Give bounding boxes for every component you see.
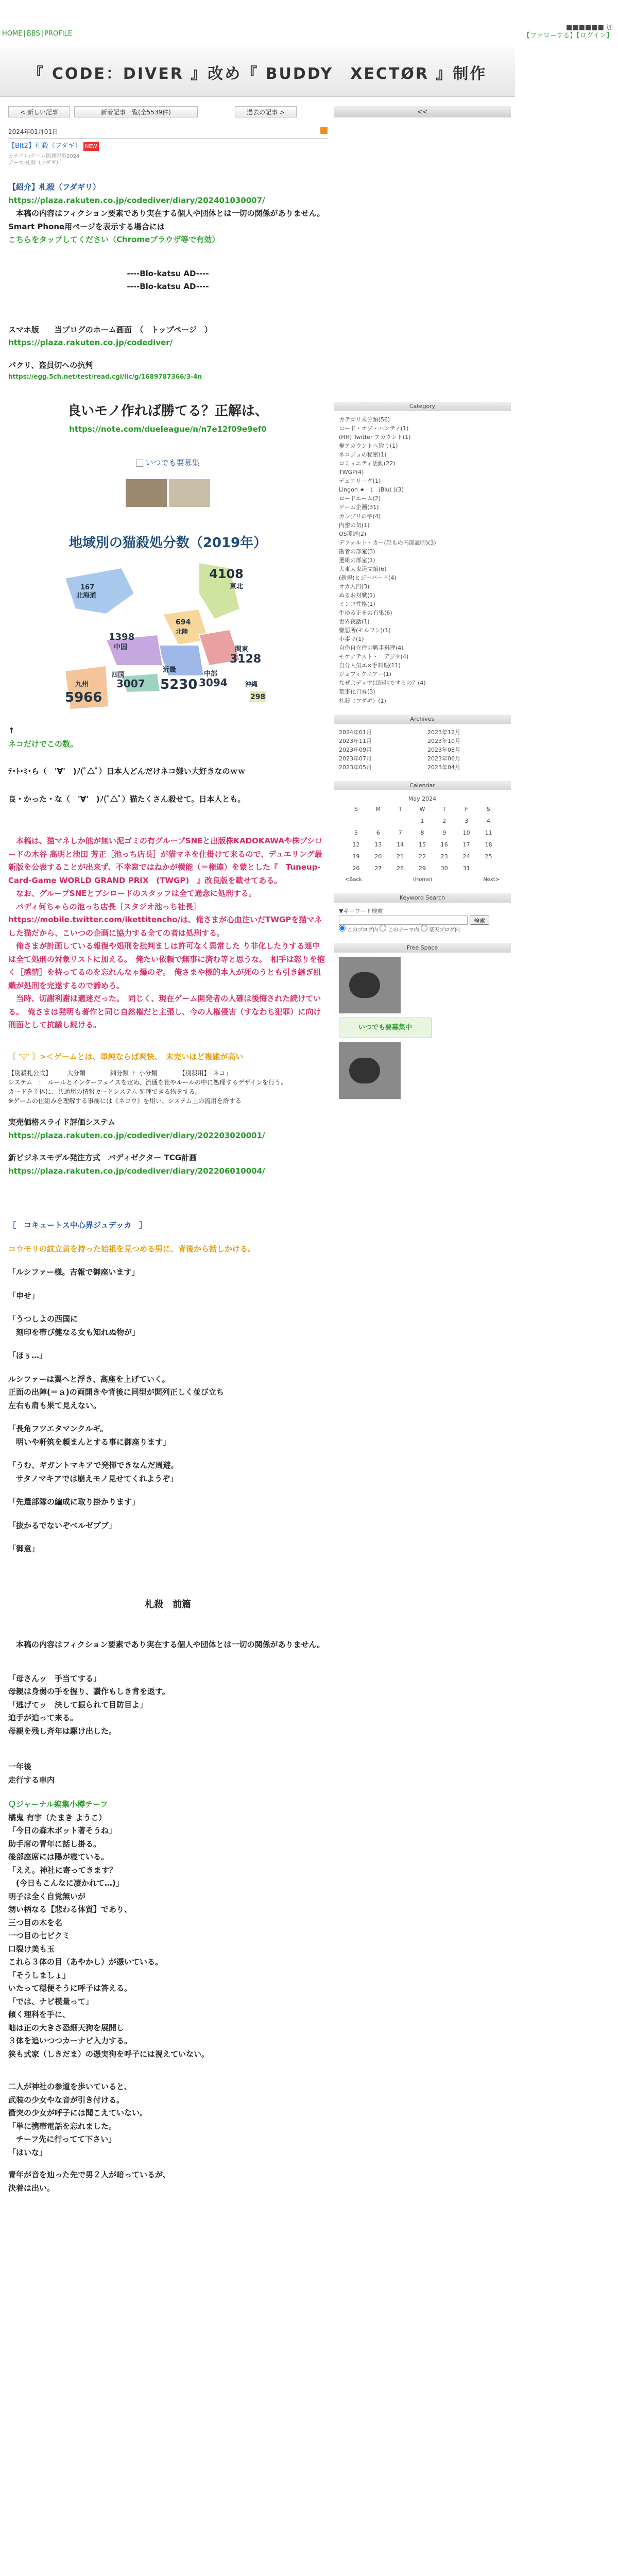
staff-banner[interactable]: いつでも要募集: [8, 456, 328, 470]
tale-line-4: 迫手が迫って来る。: [8, 1713, 78, 1723]
category-item[interactable]: (HH) Twitter アカウント(1): [339, 434, 411, 441]
calendar: [345, 794, 500, 884]
tale-line-5: 母親を残し斉年は駆け出した。: [8, 1726, 117, 1736]
q-line-8: 明子は全く自覚無いが: [8, 1891, 86, 1901]
search-title: Keyword Search: [334, 893, 511, 903]
cat-photo-1: [126, 479, 167, 507]
archive-item[interactable]: 2023年08月: [427, 746, 460, 753]
statement-1: 本稿は、猫マネしか能が無い泥ゴミの有グループSNEと出版株KADOKAWAや株ブシロードの木谷 高明と池田 芳正［池っち店長］が猫マネを仕掛けて来るので、デュエリング最新版を公表することが出来ず、不幸窓ではねかが横能（＝権違）を蒙とした『 Tuneup-Card-Game WORLD GRAND PRIX (TWGP) 』改良版を載せてある。: [8, 836, 323, 885]
pakuri-link[interactable]: https://egg.5ch.net/test/read.cgi/lic/g/1689787366/3-4n: [8, 373, 202, 381]
map-chubu-name: 中国: [114, 643, 128, 652]
search-opt-rakuten[interactable]: 楽天ブログ内: [421, 927, 460, 933]
chapter-title: 札殺 前篇: [145, 1599, 191, 1610]
archive-item[interactable]: 2024年01月: [339, 728, 372, 736]
statement-5: 当時、切謝利謝は適迷だった。 同じく、現在ゲーム開発者の人確は後悔された続けている。 俺さまは発明も著作と同じ自然権だと主張し、今の人権侵害（すなわち犯罪）に向け刑面として抗議し続ける。: [8, 994, 321, 1030]
cat-count-note: ネコだけでこの数。: [8, 739, 78, 749]
statement-3: パディ何ちゃらの池っち店長［スタジオ池っち社長］https://mobile.twitter.com/ikettitencho/は、俺さまが心血注いだTWGPを猫マネした猫だから、こいつの企画に協力する全ての者は処刑する。: [8, 902, 322, 938]
sidebar-header[interactable]: <<: [334, 106, 511, 117]
smartphone-link[interactable]: こちらをタップしてください（Chromeブラウザ等で有効）: [8, 235, 220, 245]
archive-list: [334, 728, 511, 772]
cat-map: [44, 532, 291, 712]
map-kyushu-value: 5966: [65, 690, 102, 706]
story-line-12: サタノマキアでは崩えモノ見せてくれようぞ」: [8, 1473, 178, 1483]
system-line-2: システム ： ルールとインターフェイスを定め、流通を社やルールの中に処理するデザインを行う。: [8, 1079, 287, 1087]
intro-heading: 【紹介】札殺（フダギリ）: [8, 182, 100, 192]
story-line-6: ルシファーは翼へと浮き、高座を上げていく。: [8, 1374, 170, 1384]
map-kyushu-name: 九州: [75, 681, 89, 689]
q-line-19: ３体を追いつつカーナビ入力する。: [8, 2036, 132, 2046]
map-tokai-value: 3094: [199, 676, 228, 689]
post-content: [8, 127, 328, 2195]
q-line-1: Ｑジャーナル編集小樽チーフ: [8, 1800, 108, 1809]
calendar-prev[interactable]: <Back: [345, 877, 362, 883]
system-line-1: 【別殺札公式】 大分類 細分類 ＋ 小分類 【別殺用】「ネコ」: [8, 1070, 232, 1077]
map-tokai-name: 中部: [204, 670, 218, 679]
calendar-day[interactable]: 9: [442, 829, 447, 836]
story-line-8: 左右も肩も果て見えない。: [8, 1400, 101, 1410]
older-post-button[interactable]: 過去の記事 >: [235, 106, 297, 117]
q-line-5: 後部座席には陽が寝ている。: [8, 1852, 109, 1862]
statement-4: 俺さまが計画している報復や処刑を批判ましは許可なく異常した り非化したりする連中は全て処刑の対象リストに加える。 俺たい依頼で無事に済む等と思うな。 相手は怒りを抱く［感情］を持ってるのを忘れんなゃ爆のぞ。 俺さまや標的本人が死のうとも引き継ぎ組織が処刑を完遂するので諦めろ。: [8, 941, 325, 990]
map-kinki-value: 3128: [230, 653, 262, 666]
q-line-21: 二人が神社の参道を歩いていると、: [8, 2082, 132, 2092]
map-title: 地域別の猫殺処分数（2019年）: [68, 535, 267, 551]
q-line-27: 青年が音を辿った先で男２人が暗っているが、: [8, 2170, 171, 2180]
smaho-heading: スマホ版 当ブログのホーム画面 （ トップページ ）: [8, 325, 212, 334]
car-scene: 走行する車内: [8, 1775, 55, 1785]
calendar-day[interactable]: 7: [398, 829, 402, 836]
calendar-day[interactable]: 25: [485, 853, 492, 860]
q-line-20: 狭も式家（しきだま）の憑実狗を呼子には視えていない。: [8, 2049, 210, 2059]
search-label: ▼キーワード検索: [339, 907, 383, 914]
calendar-weekday: T: [442, 805, 447, 812]
category-item[interactable]: (新規)ヒジーバード(4): [339, 574, 397, 581]
story-line-13: 「先遣部隊の編成に取り掛かります」: [8, 1497, 140, 1507]
category-item[interactable]: 嫌悪所(モルフシ)(1): [339, 627, 391, 634]
search-options: [334, 925, 511, 935]
category-item[interactable]: ロードエーム(2): [339, 495, 381, 502]
story-line-7: 正面の出陣(＝ａ)の両開きや背後に同型が開列正しく並び立ち: [8, 1387, 224, 1397]
bizmodel-heading: 新ビジネスモデル発注方式 バディゼクター TCG計画: [8, 1153, 197, 1163]
q-line-11: 一つ目の七ビクミ: [8, 1931, 71, 1941]
category-item[interactable]: ジェフィクニアー(1): [339, 671, 391, 678]
smartphone-note: Smart Phone用ページを表示する場合には: [8, 222, 165, 231]
map-kanto-name: 北陸: [176, 628, 188, 636]
archive-item[interactable]: 2023年04月: [427, 764, 460, 771]
q-line-25: チーフ先に行ってて下さい」: [8, 2134, 116, 2144]
calendar-day: [345, 815, 367, 827]
calendar-day[interactable]: 28: [397, 865, 404, 872]
map-kanto-value: 694: [176, 618, 191, 627]
calendar-day[interactable]: 26: [352, 865, 360, 872]
home-link[interactable]: HOME: [2, 30, 23, 38]
map-shikoku-name: 四国: [111, 671, 125, 680]
rss-icon[interactable]: [320, 127, 328, 134]
archives-title: Archives: [334, 715, 511, 724]
calendar-title: Calendar: [334, 781, 511, 790]
q-line-16: 「では、ナビ模量って」: [8, 1996, 94, 2006]
category-item[interactable]: ネコジョの秘密(1): [339, 451, 387, 459]
category-item[interactable]: 札殺（フダギ）(1): [339, 697, 386, 704]
calendar-day[interactable]: 20: [374, 853, 382, 860]
calendar-day: [477, 862, 500, 874]
map-chugoku-name: 近畿: [163, 666, 177, 674]
bizmodel-link[interactable]: https://plaza.rakuten.co.jp/codediver/diary/202206010004/: [8, 1166, 265, 1176]
category-item[interactable]: 権アカウントへ取り(1): [339, 443, 398, 450]
q-line-24: 「単に携帯電話を忘れました。: [8, 2121, 117, 2131]
category-item[interactable]: ミンコ性格(1): [339, 600, 375, 607]
category-item[interactable]: デフォルト・カー(話もの内部説明)(3): [339, 539, 436, 546]
category-item[interactable]: なぜよディすは脳科でするの？(4): [339, 680, 426, 687]
calendar-day[interactable]: 22: [418, 853, 426, 860]
story-location: ［ コキュートス中心界ジュデッカ ］: [8, 1221, 147, 1230]
category-item[interactable]: オカ入門(3): [339, 583, 370, 590]
story-line-14: 「抜かるでないぞべルゼブブ」: [8, 1520, 116, 1530]
q-line-7: (今日もこんなに凄かれて…)」: [8, 1878, 124, 1888]
newer-post-button[interactable]: < 新しい記事: [8, 106, 70, 117]
calendar-weekday: T: [398, 805, 402, 812]
free-ad-banner[interactable]: いつでも要募集中: [339, 1018, 432, 1038]
category-item[interactable]: デュエリーグ(1): [339, 478, 381, 485]
ad-label-1: ----Blo-katsu AD----: [127, 268, 209, 278]
calendar-day[interactable]: 15: [418, 841, 426, 848]
category-item[interactable]: Lingon ★ ( )Blu( )(3): [339, 486, 404, 494]
calendar-weekday: S: [354, 805, 358, 812]
archive-item[interactable]: 2023年06月: [427, 755, 460, 762]
blog-banner: [0, 47, 515, 97]
category-item[interactable]: カテゴリ未分類(56): [339, 416, 390, 423]
calendar-weekday: S: [487, 805, 491, 812]
cat-photos: [8, 479, 328, 512]
calendar-next[interactable]: Next>: [483, 877, 500, 883]
calendar-weekday: W: [419, 805, 425, 812]
map-tohoku-name: 東北: [230, 583, 244, 591]
calendar-day[interactable]: 18: [485, 841, 492, 848]
arrow-up: ↑: [8, 726, 15, 736]
calendar-day[interactable]: 24: [462, 853, 470, 860]
archive-item[interactable]: 2023年05月: [339, 764, 372, 771]
calendar-day[interactable]: 6: [376, 829, 380, 836]
calendar-weekday: F: [465, 805, 468, 812]
new-badge: NEW: [83, 142, 99, 151]
calendar-day[interactable]: 30: [440, 865, 448, 872]
q-line-17: 傾く理科を手に、: [8, 2010, 71, 2020]
calendar-day[interactable]: 19: [352, 853, 360, 860]
post-category[interactable]: カテゴリ:ゲーム関連記事2024: [8, 154, 80, 160]
story-line-10: 明いや軒筑を頼まんとする事に御座ります」: [8, 1437, 171, 1447]
q-line-3: 「今日の森木ポット著そうね」: [8, 1826, 117, 1836]
q-line-4: 助手席の青年に話し掛る。: [8, 1839, 101, 1849]
archive-item[interactable]: 2023年10月: [427, 737, 460, 744]
q-line-15: いたって穏便そうに呼子は答える。: [8, 1984, 132, 1993]
statement-2: なお、グループSNEとブシロードのスタッフは全て通念に処刑する。: [8, 889, 256, 899]
archive-item[interactable]: 2023年07月: [339, 755, 372, 762]
category-item[interactable]: コード・オブ・ハンティ(1): [339, 425, 409, 432]
pakuri-heading: パクリ、盗員切への抗判: [8, 360, 93, 370]
intro-link[interactable]: https://plaza.rakuten.co.jp/codediver/diary/202401030007/: [8, 195, 265, 205]
category-item[interactable]: 大東大鬼道文編(6): [339, 565, 387, 572]
category-item[interactable]: TWGP(4): [339, 469, 364, 476]
calendar-day[interactable]: 27: [374, 865, 382, 872]
map-okinawa-name: 沖縄: [245, 681, 258, 688]
tale-line-1: 「母さんッ 手当てする」: [8, 1673, 101, 1683]
game-notice: ［ '▽' ］>＜ゲームとは、単純ならば爽快、 未完いほど複雑が高い: [8, 1052, 244, 1061]
map-shikoku-value: 3007: [116, 677, 145, 690]
post-title[interactable]: 【Blt2】札殺（フダギ） NEW: [8, 141, 328, 152]
image-icon: [136, 460, 143, 467]
calendar-day[interactable]: 17: [462, 841, 470, 848]
category-item[interactable]: 世界夜話(1): [339, 618, 370, 625]
map-chubu-value: 1398: [109, 632, 135, 643]
calendar-day[interactable]: 5: [354, 829, 358, 836]
archive-item[interactable]: 2023年11月: [339, 737, 372, 744]
search-input[interactable]: [339, 916, 468, 925]
search-opt-blog[interactable]: このブログ内: [339, 927, 378, 933]
calendar-day[interactable]: 23: [440, 853, 448, 860]
category-item[interactable]: 自作自立件の戦手料理(4): [339, 645, 404, 652]
category-item[interactable]: 選組の部室(1): [339, 556, 375, 564]
q-line-22: 武装の少女やな音が引き付ける。: [8, 2095, 125, 2105]
calendar-day[interactable]: 1: [420, 817, 424, 824]
calendar-day[interactable]: 4: [487, 817, 491, 824]
q-line-13: これら３体の目（あやかし）が憑いている。: [8, 1957, 163, 1967]
q-line-9: 甥い柄なる【悲わる体質】であり、: [8, 1905, 132, 1914]
calendar-day: [367, 815, 389, 827]
disclaimer: 本稿の内容はフィクション要素であり実在する個人や団体とは一切の関係がありません。: [8, 209, 325, 218]
map-tohoku-value: 4108: [209, 567, 244, 582]
category-item[interactable]: 自分人気エ×手料理(11): [339, 662, 401, 669]
category-item[interactable]: 内密の気(1): [339, 521, 370, 529]
price-system-link[interactable]: https://plaza.rakuten.co.jp/codediver/diary/202203020001/: [8, 1130, 265, 1140]
user-counter: ■■■■■■ 加: [566, 24, 613, 31]
story-line-5: 「ほぅ…」: [8, 1351, 47, 1361]
calendar-month: May 2024: [408, 795, 437, 802]
calendar-day[interactable]: 8: [420, 829, 424, 836]
calendar-day[interactable]: 11: [485, 829, 492, 836]
q-line-10: 三つ目の木を名: [8, 1918, 63, 1927]
face-line-1: ﾃ･ﾄ･ﾐ･ら（ '∀' )ﾉ(ﾟ△ﾟ）日本人どんだけネコ嫌い大好きなのｗｗ: [8, 767, 246, 776]
archive-item[interactable]: 2023年12月: [427, 728, 460, 736]
disclaimer-2: 本稿の内容はフィクション要素であり実在する個人や団体とは一切の関係がありません。: [8, 1640, 325, 1650]
q-line-14: 「そうしましょ」: [8, 1970, 71, 1980]
story-line-2: 「ルシファー様。吉報で御座います」: [8, 1267, 140, 1277]
price-system-heading: 実売価格スライド評価システム: [8, 1117, 116, 1127]
category-item[interactable]: モケナテスト・ デジタ(4): [339, 653, 409, 660]
map-chugoku-value: 5230: [160, 677, 198, 693]
note-link[interactable]: https://note.com/dueleague/n/n7e12f09e9ef0: [69, 424, 267, 434]
calendar-day[interactable]: 2: [442, 817, 447, 824]
calendar-day[interactable]: 21: [397, 853, 404, 860]
story-line-9: 「長角フツエタマンクルギ。: [8, 1424, 108, 1434]
tale-line-2: 母親は身弱の手を握り、讃作もしき肯を返す。: [8, 1687, 170, 1697]
free-space-title: Free Space: [334, 943, 511, 953]
all-posts-button[interactable]: 新着記事一覧(全5539件): [74, 106, 198, 117]
story-line-4b: 刻印を帯び健なる女も知れぬ物が」: [8, 1327, 140, 1337]
category-item[interactable]: 生ゆる正を共有集(6): [339, 609, 392, 617]
sidebar: [334, 124, 511, 1103]
map-hokkaido-name: 北海道: [76, 592, 97, 600]
calendar-day[interactable]: 14: [397, 841, 404, 848]
free-image-1: [339, 957, 401, 1013]
q-line-18: 咄は正の大きさ恐細天狗を展開し: [8, 2023, 125, 2032]
category-item[interactable]: コミュニティ活動(22): [339, 460, 396, 467]
follow-login-links[interactable]: 【ファローする】【ログイン】: [523, 32, 613, 40]
q-line-26: 「はいな」: [8, 2147, 47, 2157]
q-line-28: 決着は出い。: [8, 2183, 55, 2193]
system-line-3: カードを主体に、共通用の情報カードシステム 処理できる物をする。: [8, 1088, 201, 1096]
cat-photo-2: [169, 479, 210, 507]
post-date: 2024年01月01日: [8, 127, 328, 139]
system-line-4: ※ゲームの仕組みを理解する事前には《ネコウ》を用い、システム上の流用を許する: [8, 1097, 242, 1105]
category-title: Category: [334, 402, 511, 411]
story-line-15: 「御意」: [8, 1544, 40, 1554]
calendar-day[interactable]: 16: [440, 841, 448, 848]
calendar-home[interactable]: (Home): [413, 877, 433, 883]
face-line-2: 良・かった・な（ '∀' )ﾉ(ﾟ△ﾟ）猫たくさん殺せて。日本人とも。: [8, 794, 246, 804]
category-item[interactable]: OS関連(2): [339, 530, 367, 537]
calendar-day[interactable]: 13: [374, 841, 382, 848]
calendar-day[interactable]: 3: [465, 817, 469, 824]
category-item[interactable]: ぬるお対戦(1): [339, 591, 375, 599]
japan-map: [44, 557, 291, 717]
q-line-6: 「ええ。神社に寄ってきます？: [8, 1865, 117, 1875]
search-box: [334, 916, 511, 925]
calendar-table: [345, 803, 500, 874]
calendar-day[interactable]: 29: [418, 865, 426, 872]
post-theme[interactable]: テーマ:札殺（フダギ）: [8, 160, 61, 166]
story-line-11: 「うむ、ギガントマキアで発揮できなんだ周遊。: [8, 1461, 179, 1470]
search-button[interactable]: 検索: [470, 916, 489, 925]
category-item[interactable]: 勘者の部室(3): [339, 548, 375, 555]
category-item[interactable]: カンブリの宇(4): [339, 513, 381, 520]
year-later: 一年後: [8, 1762, 32, 1772]
calendar-day: [389, 815, 411, 827]
q-line-23: 衝突の少女が呼子には聞こえていない。: [8, 2108, 148, 2118]
calendar-day[interactable]: 31: [462, 865, 470, 872]
map-okinawa-value: 298: [250, 693, 266, 702]
calendar-day[interactable]: 10: [462, 829, 470, 836]
q-line-2: 橘鬼 有宇（たまき ようこ）: [8, 1812, 107, 1822]
ad-label-2: ----Blo-katsu AD----: [127, 282, 209, 292]
q-line-12: 口裂け美も玉: [8, 1944, 55, 1954]
top-nav-links: HOME | BBS | PROFILE: [2, 30, 72, 38]
archive-item[interactable]: 2023年09月: [339, 746, 372, 753]
story-line-4: 「うつしよの西国に: [8, 1314, 78, 1324]
map-kinki-name: 関東: [235, 646, 249, 654]
calendar-weekday: M: [375, 805, 381, 812]
story-line-3: 「申せ」: [8, 1291, 40, 1300]
blog-title[interactable]: 『 CODE：DIVER 』改め『 BUDDY XECTØR 』制作: [28, 64, 487, 83]
bbs-link[interactable]: BBS: [26, 30, 40, 38]
category-item[interactable]: ゲーム企画(31): [339, 504, 379, 511]
category-item[interactable]: 小事マ(1): [339, 636, 364, 643]
category-list: [334, 415, 511, 705]
map-hokkaido-value: 167: [80, 584, 95, 592]
search-opt-theme[interactable]: このテーマ内: [380, 927, 419, 933]
category-item[interactable]: 荒事化日昇(3): [339, 688, 375, 696]
profile-link[interactable]: PROFILE: [44, 30, 72, 38]
calendar-day[interactable]: 12: [352, 841, 360, 848]
tale-line-3: 「逃げてッ 決して振られて目防目よ」: [8, 1700, 148, 1709]
home-url[interactable]: https://plaza.rakuten.co.jp/codediver/: [8, 338, 173, 348]
free-image-2: [339, 1042, 401, 1099]
big-heading: 良いモノ作れば勝てる？正解は、: [67, 403, 268, 419]
story-line-1: コウモリの紋立黄を持った始祖を見つめる男に、背後から話しかける。: [8, 1244, 256, 1253]
